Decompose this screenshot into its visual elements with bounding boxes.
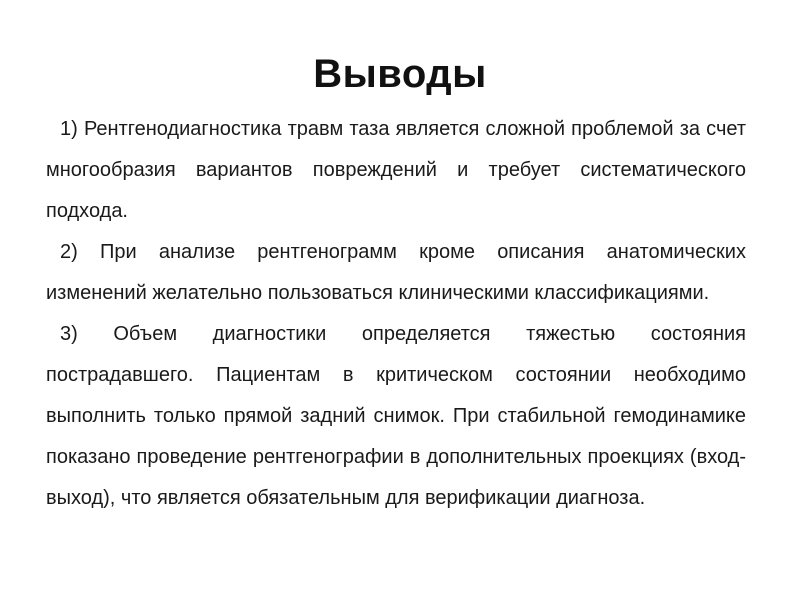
slide-title: Выводы xyxy=(313,52,487,96)
conclusion-item-3 xyxy=(46,314,746,519)
conclusions-list xyxy=(46,109,746,519)
conclusion-item-2 xyxy=(46,232,746,314)
item-number: 1) xyxy=(60,118,78,140)
item-number: 3) xyxy=(60,323,78,345)
item-text: Объем диагностики определяется тяжестью состояния пострадавшего. Пациентам в критическом состоянии необходимо выполнить только прямой задний снимок. При стабильной гемодинамике показано проведение рентгенографии в дополнительных проекциях (вход-выход), что является обязательным для верификации диагноза. xyxy=(46,323,746,509)
item-number: 2) xyxy=(60,241,78,263)
conclusion-item-1 xyxy=(46,109,746,232)
item-text: При анализе рентгенограмм кроме описания анатомических изменений желательно пользоваться клиническими классификациями. xyxy=(46,241,746,304)
item-text: Рентгенодиагностика травм таза является сложной проблемой за счет многообразия вариантов повреждений и требует систематического подхода. xyxy=(46,118,746,222)
